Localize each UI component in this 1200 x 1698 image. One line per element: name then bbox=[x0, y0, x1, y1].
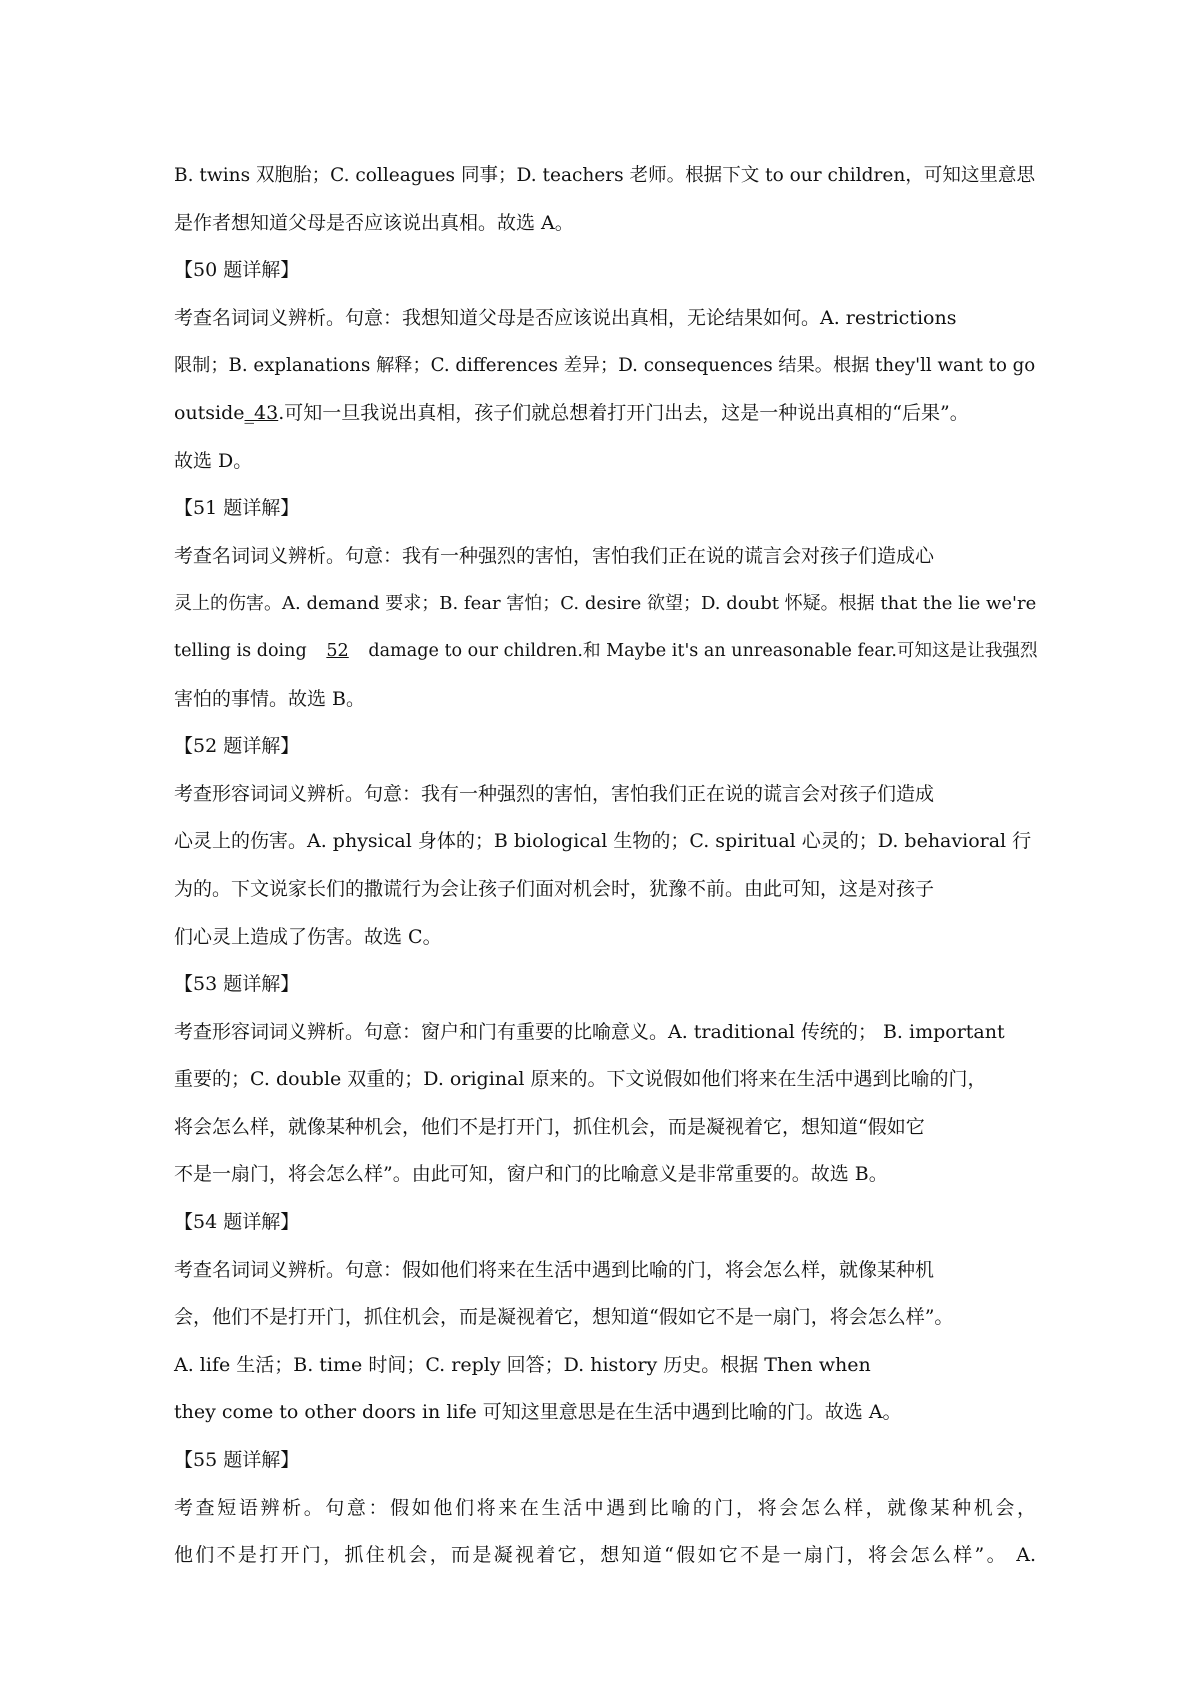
text-line: 将会怎么样，就像某种机会，他们不是打开门，抓住机会，而是凝视着它，想知道“假如它 bbox=[174, 1115, 925, 1138]
text-line: B. twins 双胞胎；C. colleagues 同事；D. teachers 老师。根据下文 to our children，可知这里意思 bbox=[174, 165, 1035, 186]
text-line: 考查名词词义辨析。句意：我想知道父母是否应该说出真相，无论结果如何。A. restrictions bbox=[174, 306, 957, 329]
text-line: 限制；B. explanations 解释；C. differences 差异；D. consequences 结果。根据 they'll want to go bbox=[174, 355, 1036, 377]
text-line: they come to other doors in life 可知这里意思是在生活中遇到比喻的门。故选 A。 bbox=[174, 1401, 902, 1424]
text-line: 重要的；C. double 双重的；D. original 原来的。下文说假如他们将来在生活中遇到比喻的门， bbox=[174, 1068, 987, 1091]
blank-number: 52 bbox=[326, 640, 349, 661]
text-line: A. life 生活；B. time 时间；C. reply 回答；D. history 历史。根据 Then when bbox=[174, 1353, 871, 1376]
q55-explanation bbox=[174, 1485, 1036, 1580]
text-line bbox=[174, 628, 1036, 676]
blank-number: _43 bbox=[244, 401, 279, 424]
text-line: 考查短语辨析。句意：假如他们将来在生活中遇到比喻的门，将会怎么样，就像某种机会， bbox=[174, 1496, 1036, 1519]
q53-explanation bbox=[174, 1009, 1036, 1199]
q53-heading: 【53 题详解】 bbox=[174, 973, 300, 996]
q50-heading: 【50 题详解】 bbox=[174, 259, 300, 282]
q54-explanation bbox=[174, 1247, 1036, 1437]
text-line: 为的。下文说家长们的撒谎行为会让孩子们面对机会时，犹豫不前。由此可知，这是对孩子 bbox=[174, 877, 935, 900]
document-page bbox=[174, 152, 1036, 1580]
q52-heading: 【52 题详解】 bbox=[174, 735, 300, 758]
text-line: 考查形容词词义辨析。句意：我有一种强烈的害怕，害怕我们正在说的谎言会对孩子们造成 bbox=[174, 782, 935, 805]
intro-paragraph bbox=[174, 152, 1036, 247]
text-line bbox=[174, 390, 1036, 438]
text-line: 会，他们不是打开门，抓住机会，而是凝视着它，想知道“假如它不是一扇门，将会怎么样”。 bbox=[174, 1306, 954, 1329]
q52-explanation bbox=[174, 771, 1036, 961]
text-line: 他们不是打开门，抓住机会，而是凝视着它，想知道“假如它不是一扇门，将会怎么样”。 A. bbox=[174, 1544, 1036, 1567]
text-line: 灵上的伤害。A. demand 要求；B. fear 害怕；C. desire 欲望；D. doubt 怀疑。根据 that the lie we're bbox=[174, 593, 1037, 615]
text-line: 们心灵上造成了伤害。故选 C。 bbox=[174, 925, 442, 948]
text-line: 考查形容词词义辨析。句意：窗户和门有重要的比喻意义。A. traditional 传统的； B. important bbox=[174, 1020, 1005, 1043]
text-line: 心灵上的伤害。A. physical 身体的；B biological 生物的；C. spiritual 心灵的；D. behavioral 行 bbox=[174, 830, 1032, 853]
text-line: 考查名词词义辨析。句意：我有一种强烈的害怕，害怕我们正在说的谎言会对孩子们造成心 bbox=[174, 544, 935, 567]
text-line: 是作者想知道父母是否应该说出真相。故选 A。 bbox=[174, 211, 574, 234]
text-line: 害怕的事情。故选 B。 bbox=[174, 687, 366, 710]
text-fragment: outside bbox=[174, 401, 245, 424]
text-fragment: .可知一旦我说出真相，孩子们就总想着打开门出去，这是一种说出真相的“后果”。 bbox=[278, 401, 969, 424]
q54-heading: 【54 题详解】 bbox=[174, 1211, 300, 1234]
text-fragment: damage to our children.和 Maybe it's an unreasonable fear.可知这是让我强烈 bbox=[368, 640, 1038, 661]
text-line: 故选 D。 bbox=[174, 449, 253, 472]
q51-explanation bbox=[174, 533, 1036, 723]
q51-heading: 【51 题详解】 bbox=[174, 497, 300, 520]
q55-heading: 【55 题详解】 bbox=[174, 1449, 300, 1472]
q50-explanation bbox=[174, 295, 1036, 485]
text-line: 不是一扇门，将会怎么样”。由此可知，窗户和门的比喻意义是非常重要的。故选 B。 bbox=[174, 1163, 888, 1186]
text-line: 考查名词词义辨析。句意：假如他们将来在生活中遇到比喻的门，将会怎么样，就像某种机 bbox=[174, 1258, 935, 1281]
text-fragment: telling is doing bbox=[174, 640, 307, 661]
